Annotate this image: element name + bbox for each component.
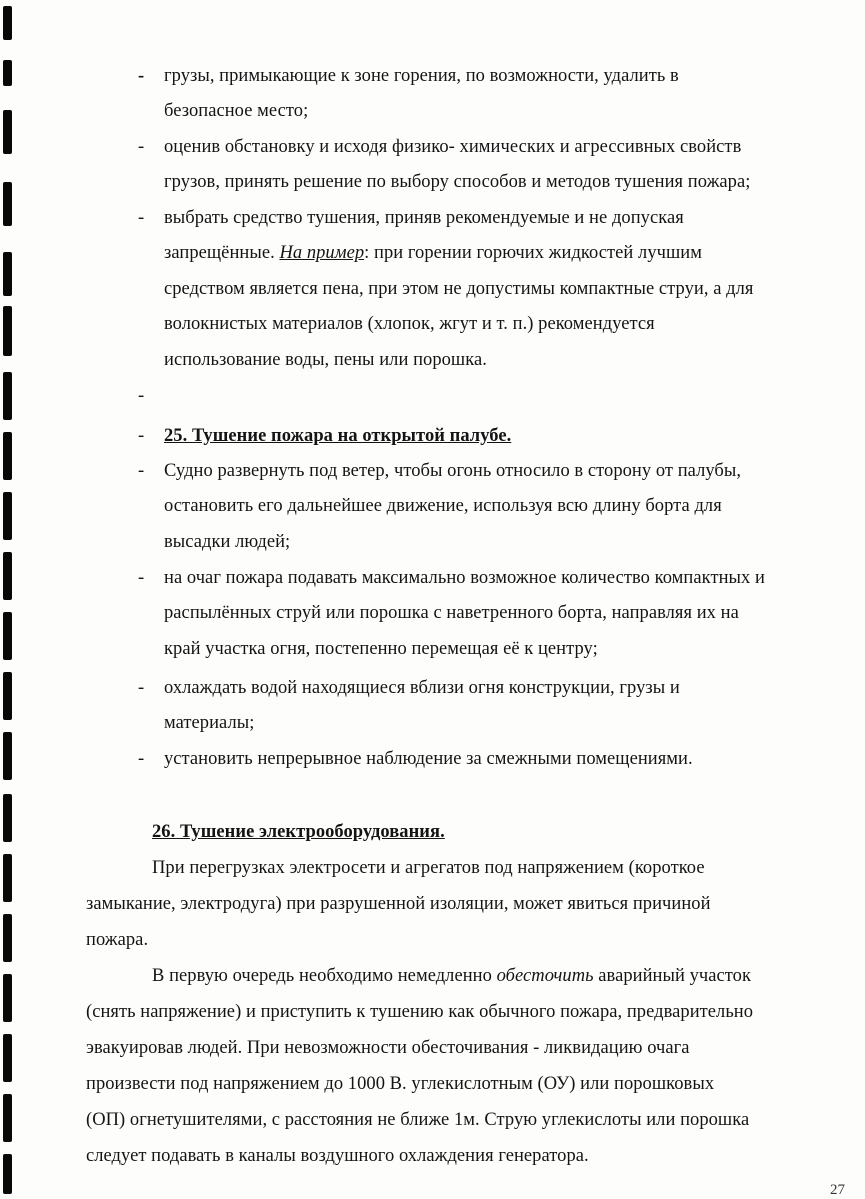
- bullet-text: на очаг пожара подавать максимально возможное количество компактных и: [164, 568, 765, 588]
- bullet-text: остановить его дальнейшее движение, используя всю длину борта для: [164, 496, 722, 516]
- bullet-text: грузы, примыкающие к зоне горения, по возможности, удалить в: [164, 66, 679, 86]
- example-prefix: запрещённые.: [164, 243, 280, 263]
- bullet-text: оценив обстановку и исходя физико- химических и агрессивных свойств: [164, 137, 742, 157]
- example-label: На пример: [279, 243, 365, 263]
- example-line: [164, 241, 702, 265]
- bullet-dash: -: [138, 749, 145, 769]
- bullet-text: распылённых струй или порошка с наветренного борта, направляя их на: [164, 603, 739, 623]
- bullet-dash: -: [138, 208, 145, 228]
- paragraph-line: замыкание, электродуга) при разрушенной изоляции, может явиться причиной: [86, 894, 711, 914]
- bullet-dash: -: [138, 386, 145, 406]
- paragraph-line: произвести под напряжением до 1000 В. углекислотным (ОУ) или порошковых: [86, 1074, 715, 1094]
- para2-prefix: В первую очередь необходимо немедленно: [152, 966, 497, 986]
- bullet-text: использование воды, пены или порошка.: [164, 350, 487, 370]
- page-number: 27: [830, 1182, 845, 1198]
- paragraph-line: При перегрузках электросети и агрегатов под напряжением (короткое: [152, 858, 705, 878]
- bullet-dash: -: [138, 568, 145, 588]
- paragraph-line: [152, 964, 751, 988]
- bullet-text: волокнистых материалов (хлопок, жгут и т. п.) рекомендуется: [164, 314, 655, 334]
- paragraph-line: следует подавать в каналы воздушного охлаждения генератора.: [86, 1146, 589, 1166]
- bullet-text: выбрать средство тушения, приняв рекомендуемые и не допуская: [164, 208, 684, 228]
- bullet-text: средством является пена, при этом не допустимы компактные струи, а для: [164, 279, 754, 299]
- bullet-text: безопасное место;: [164, 101, 309, 121]
- bullet-text: материалы;: [164, 713, 255, 733]
- bullet-text: край участка огня, постепенно перемещая её к центру;: [164, 639, 598, 659]
- para2-emphasis: обесточить: [496, 966, 594, 986]
- example-suffix: : при горении горючих жидкостей лучшим: [364, 243, 702, 263]
- para2-suffix: аварийный участок: [593, 966, 751, 986]
- bullet-dash: -: [138, 678, 145, 698]
- paragraph-line: пожара.: [86, 930, 149, 950]
- bullet-text: Судно развернуть под ветер, чтобы огонь относило в сторону от палубы,: [164, 461, 742, 481]
- section-26-heading: 26. Тушение электрооборудования.: [152, 822, 445, 842]
- bullet-dash: -: [138, 461, 145, 481]
- bullet-dash: -: [138, 137, 145, 157]
- bullet-dash: -: [138, 66, 145, 86]
- bullet-text: установить непрерывное наблюдение за смежными помещениями.: [164, 749, 693, 769]
- bullet-dash: -: [138, 426, 145, 446]
- bullet-text: грузов, принять решение по выбору способов и методов тушения пожара;: [164, 172, 751, 192]
- paragraph-line: (ОП) огнетушителями, с расстояния не ближе 1м. Струю углекислоты или порошка: [86, 1110, 750, 1130]
- section-25-heading: 25. Тушение пожара на открытой палубе.: [164, 426, 512, 446]
- paragraph-line: (снять напряжение) и приступить к тушению как обычного пожара, предварительно: [86, 1002, 754, 1022]
- bullet-text: высадки людей;: [164, 532, 291, 552]
- bullet-text: охлаждать водой находящиеся вблизи огня конструкции, грузы и: [164, 678, 680, 698]
- paragraph-line: эвакуировав людей. При невозможности обесточивания - ликвидацию очага: [86, 1038, 690, 1058]
